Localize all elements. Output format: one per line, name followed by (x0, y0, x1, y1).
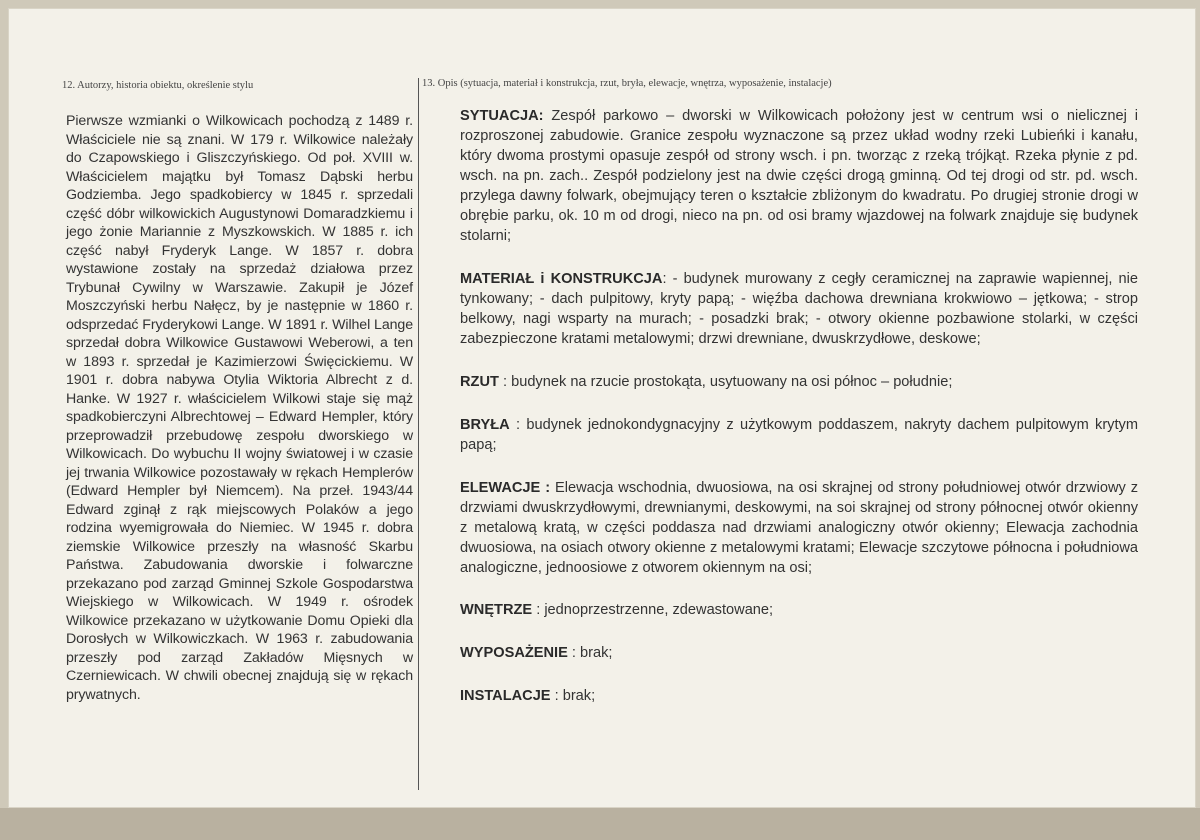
section-label: RZUT (460, 374, 499, 390)
section-text: Zespół parkowo – dworski w Wilkowicach położony jest w centrum wsi o nielicznej i rozproszonej zabudowie. Granice zespołu wyznaczone są przez układ wodny rzeki Lubieńki i kanału, który dwoma prostymi opasuje zespół od strony wsch. i pn. tworząc z rzeką trójkąt. Rzeka płynie z pd. wsch. na pn. zach.. Zespół podzielony jest na dwie części drogą gminną. Od tej drogi od str. pd. wsch. przylega dawny folwark, obejmujący teren o kształcie zbliżonym do kwadratu. Po drugiej stronie drogi w obrębie parku, ok. 10 m od drogi, nieco na pn. od osi bramy wjazdowej na folwark znajduje się budynek stolarni; (460, 108, 1138, 244)
section-wyposazenie (460, 643, 1138, 663)
section-text: : jednoprzestrzenne, zdewastowane; (532, 602, 774, 618)
section-text: Elewacja wschodnia, dwuosiowa, na osi skrajnej od strony południowej otwór drzwiowy z drzwiami dwuskrzydłowymi, drewnianymi, deskowymi, na soi skrajnej od strony północnej otwór okienny z metalową kratą, w części poddasza nad drzwiami analogiczny otwór okienny; Elewacja zachodnia dwuosiowa, na osiach otwory okienne z metalowymi kratami; Elewacje szczytowe północna i południowa analogiczne, jednoosiowe z otworem okiennym na osi; (460, 480, 1138, 576)
section-label: SYTUACJA: (460, 108, 544, 124)
section-label: WNĘTRZE (460, 602, 533, 618)
section-label: ELEWACJE : (460, 480, 551, 496)
scan-bottom-edge (0, 808, 1200, 840)
section-label: INSTALACJE (460, 688, 551, 704)
section-text: : - budynek murowany z cegły ceramicznej na zaprawie wapiennej, nie tynkowany; - dach pulpitowy, kryty papą; - więźba dachowa drewniana krokwiowo – jętkowa; - strop belkowy, nagi wsparty na murach; - posadzki brak; - otwory okienne pozbawione stolarki, w części zabezpieczone kratami metalowymi; drzwi drewniane, dwuskrzydłowe, deskowe; (460, 271, 1138, 347)
section-text: : budynek jednokondygnacyjny z użytkowym poddaszem, nakryty dachem pulpitowym krytym papą; (460, 417, 1138, 453)
section-13-header: 13. Opis (sytuacja, materiał i konstrukcja, rzut, bryła, elewacje, wnętrza, wyposażenie, instalacje) (422, 78, 832, 89)
section-elewacje (460, 478, 1138, 578)
section-label: WYPOSAŻENIE (460, 645, 568, 661)
column-divider (418, 78, 419, 790)
section-label: BRYŁA (460, 417, 510, 433)
section-text: : brak; (567, 645, 613, 661)
section-label: MATERIAŁ i KONSTRUKCJA (460, 271, 663, 287)
history-paragraph: Pierwsze wzmianki o Wilkowicach pochodzą z 1489 r. Właściciele nie są znani. W 179 r. Wilkowice należały do Czapowskiego i Gliszczyńskiego. Od poł. XVIII w. Właścicielem majątku był Tomasz Dąbski herbu Godziemba. Jego spadkobiercy w 1845 r. sprzedali część dóbr wilkowickich Augustynowi Domaradzkiemu i jego żonie Mariannie z Myszkowskich. W 1885 r. ich część nabył Fryderyk Lange. W 1857 r. dobra wystawione zostały na sprzedaż działowa przez Trybunał Cywilny w Warszawie. Zakupił je Józef Moszczyński herbu Nałęcz, by je następnie w 1860 r. odsprzedać Fryderykowi Lange. W 1891 r. Wilhel Lange sprzedał dobra Wilkowice Gustawowi Weberowi, a ten w 1893 r. sprzedał je Kazimierzowi Święcickiemu. W 1901 r. dobra nabywa Otylia Wiktoria Albrecht z d. Hanke. W 1927 r. właścicielem Wilkowi staje się mąż spadkobierczyni Albrechtowej – Edward Hempler, który przeprowadził przebudowę zespołu dworskiego w Wilkowicach. Do wybuchu II wojny światowej i w czasie jej trwania Wilkowice pozostawały w rękach Hemplerów (Edward Hempler był Niemcem). Na przeł. 1943/44 Edward zginął z rąk miejscowych Polaków a jego rodzina wyemigrowała do Niemiec. W 1945 r. dobra ziemskie Wilkowice przeszły na własność Skarbu Państwa. Zabudowania dworskie i folwarczne przekazano pod zarząd Gminnej Szkole Gospodarstwa Wiejskiego w Wilkowicach. W 1949 r. ośrodek Wilkowice przekazano w użytkowanie Domu Opieki dla Dorosłych w Wilkowiczkach. W 1963 r. zabudowania przeszły pod zarząd Zakładów Mięsnych w Czerniewicach. W chwili obecnej znajdują się w rękach prywatnych. (66, 113, 413, 703)
section-12-header: 12. Autorzy, historia obiektu, określenie stylu (62, 80, 254, 91)
description-column (460, 106, 1138, 706)
section-bryla (460, 415, 1138, 455)
section-sytuacja (460, 106, 1138, 246)
section-text: : budynek na rzucie prostokąta, usytuowany na osi północ – południe; (498, 374, 953, 390)
section-text: : brak; (550, 688, 596, 704)
section-instalacje (460, 686, 1138, 706)
section-rzut (460, 372, 1138, 392)
document-page (8, 8, 1196, 808)
section-material (460, 269, 1138, 349)
section-wnetrze (460, 600, 1138, 620)
